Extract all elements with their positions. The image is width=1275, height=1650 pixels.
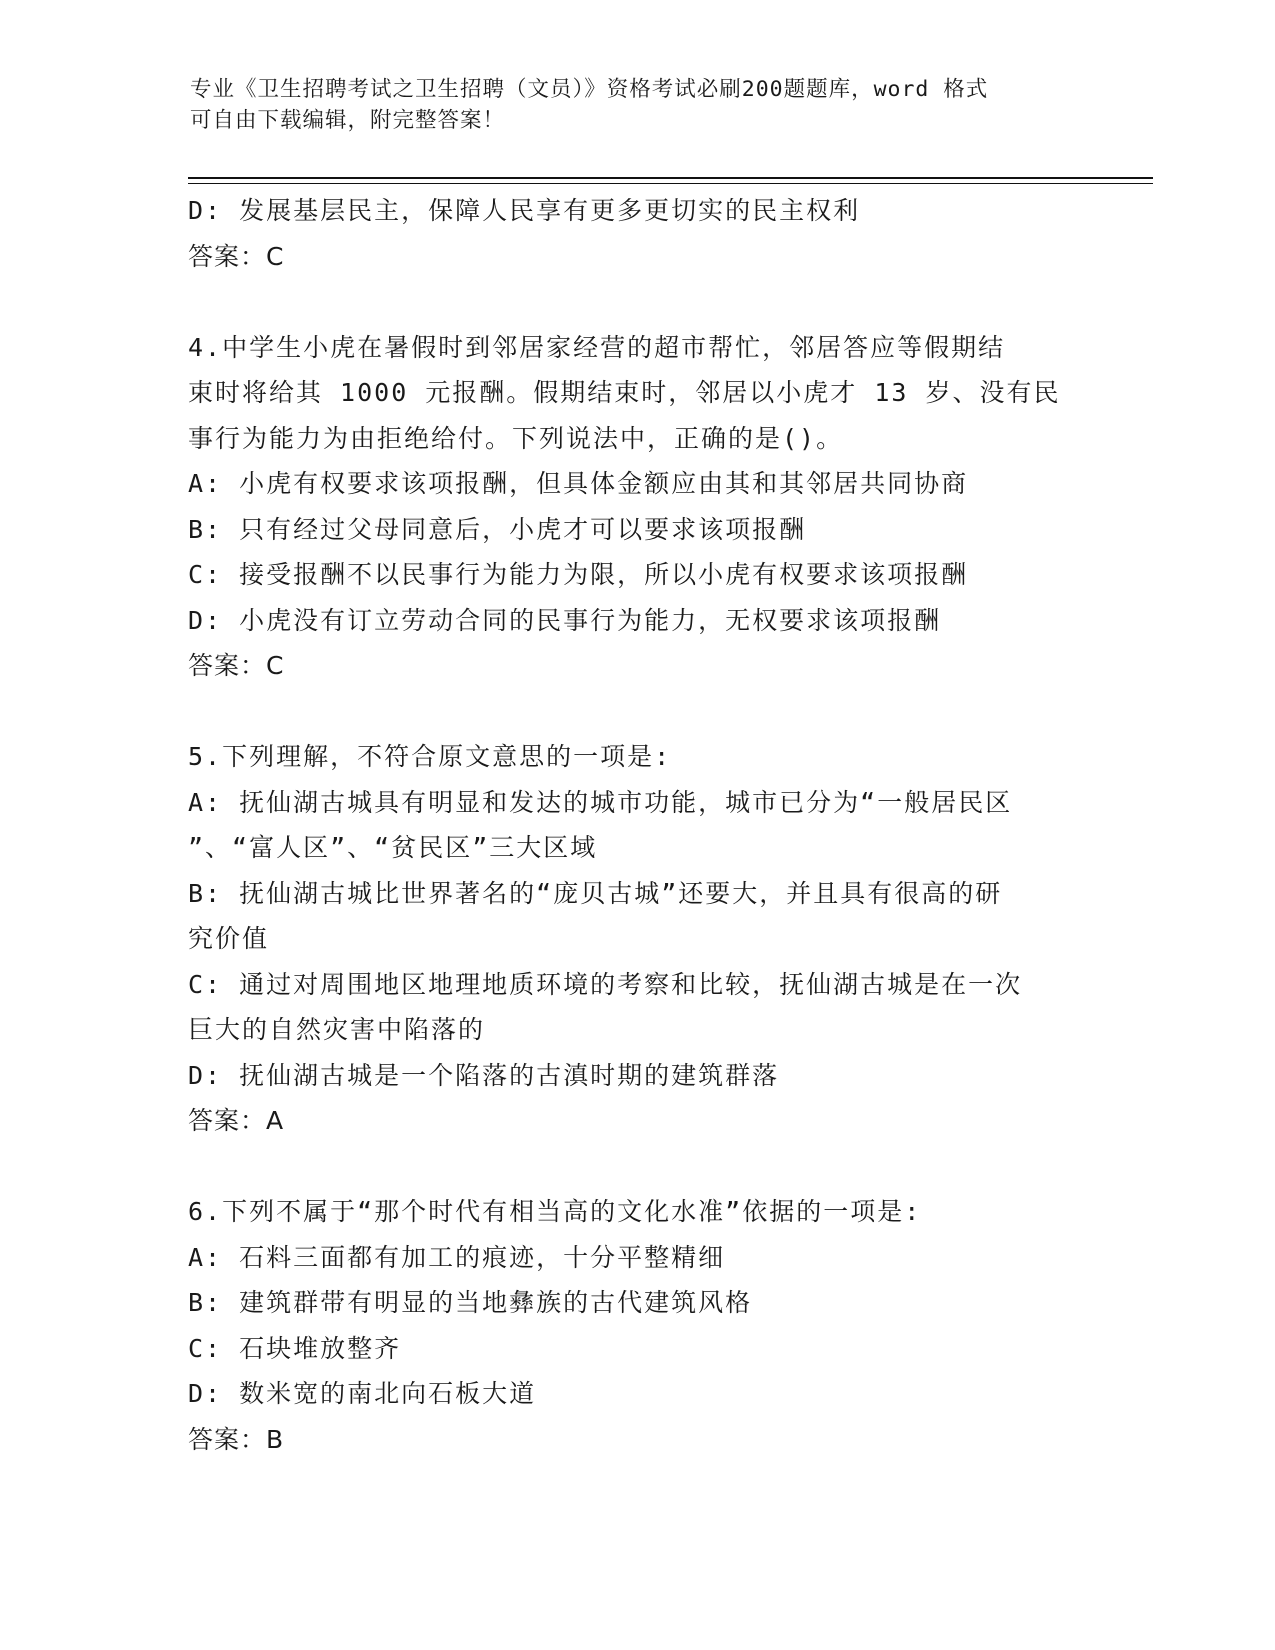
answer-line: 答案：C — [188, 651, 285, 680]
answer-line: 答案：C — [188, 241, 285, 271]
option-d: D: 数米宽的南北向石板大道 — [188, 1379, 537, 1408]
spacer — [188, 279, 1088, 325]
answer-line: 答案：B — [188, 1424, 285, 1454]
option-b: B: 建筑群带有明显的当地彝族的古代建筑风格 — [188, 1288, 753, 1317]
question-stem-line: 事行为能力为由拒绝给付。下列说法中，正确的是()。 — [188, 423, 844, 453]
option-d: D: 小虎没有订立劳动合同的民事行为能力，无权要求该项报酬 — [188, 605, 942, 635]
question-stem-line: 束时将给其 1000 元报酬。假期结束时，邻居以小虎才 13 岁、没有民 — [188, 378, 1061, 407]
question-stem-line: 5.下列理解，不符合原文意思的一项是: — [188, 742, 672, 771]
header-title-line-1: 专业《卫生招聘考试之卫生招聘（文员）》资格考试必刷200题题库，word 格式 — [190, 77, 989, 102]
question-4 — [188, 325, 1088, 689]
header-title-line-2: 可自由下载编辑，附完整答案！ — [190, 108, 506, 133]
option-b: B: 只有经过父母同意后，小虎才可以要求该项报酬 — [188, 514, 807, 544]
option-c: C: 石块堆放整齐 — [188, 1333, 402, 1363]
option-a-continued: ”、“富人区”、“贫民区”三大区域 — [188, 833, 598, 862]
spacer — [188, 689, 1088, 735]
question-stem-line: 6.下列不属于“那个时代有相当高的文化水准”依据的一项是: — [188, 1197, 922, 1226]
question-3-tail — [188, 188, 1088, 279]
spacer — [188, 1144, 1088, 1190]
option-b: B: 抚仙湖古城比世界著名的“庞贝古城”还要大，并且具有很高的研 — [188, 878, 1003, 908]
option-c: C: 通过对周围地区地理地质环境的考察和比较，抚仙湖古城是在一次 — [188, 969, 1023, 999]
question-5 — [188, 734, 1088, 1144]
option-c: C: 接受报酬不以民事行为能力为限，所以小虎有权要求该项报酬 — [188, 560, 969, 589]
option-a: A: 小虎有权要求该项报酬，但具体金额应由其和其邻居共同协商 — [188, 469, 969, 498]
question-stem-line: 4.中学生小虎在暑假时到邻居家经营的超市帮忙，邻居答应等假期结 — [188, 332, 1006, 362]
question-6 — [188, 1189, 1088, 1462]
answer-line: 答案：A — [188, 1106, 285, 1135]
header-rule-thick — [188, 177, 1153, 179]
option-b-continued: 究价值 — [188, 924, 270, 953]
option-a: A: 抚仙湖古城具有明显和发达的城市功能，城市已分为“一般居民区 — [188, 787, 1013, 817]
option-c-continued: 巨大的自然灾害中陷落的 — [188, 1015, 486, 1044]
question-list — [188, 188, 1088, 1462]
option-d: D: 发展基层民主，保障人民享有更多更切实的民主权利 — [188, 196, 861, 225]
option-d: D: 抚仙湖古城是一个陷落的古滇时期的建筑群落 — [188, 1060, 780, 1090]
document-header — [190, 74, 1070, 136]
header-rule-thin — [188, 183, 1153, 184]
option-a: A: 石料三面都有加工的痕迹，十分平整精细 — [188, 1242, 726, 1272]
